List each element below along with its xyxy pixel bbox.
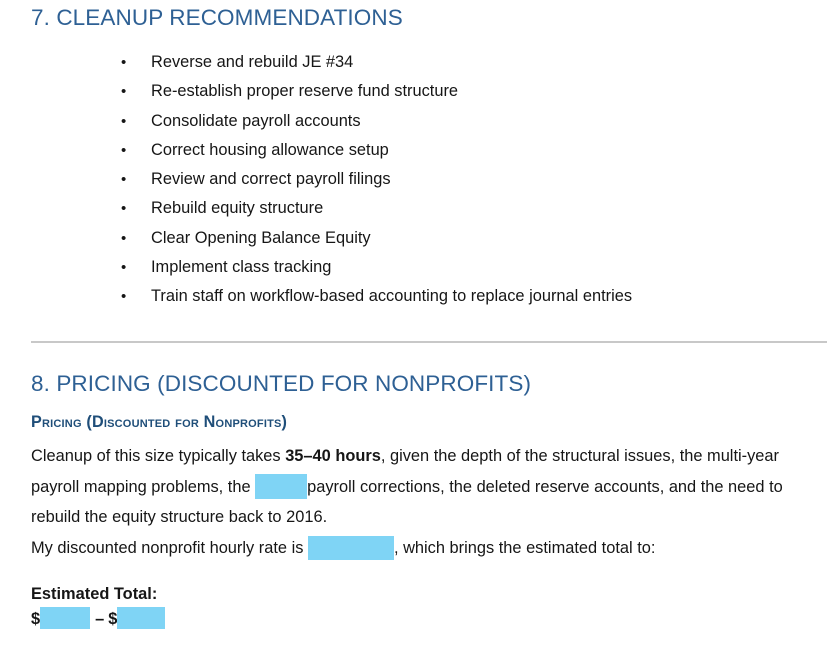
list-item — [0, 77, 632, 106]
cleanup-recommendations-list — [0, 48, 632, 312]
section-divider — [31, 341, 827, 343]
bullet-icon: • — [121, 141, 127, 159]
estimated-total-values — [31, 607, 165, 631]
bullet-icon: • — [121, 200, 127, 218]
bullet-icon: • — [121, 112, 127, 130]
list-item-label: Clear Opening Balance Equity — [151, 228, 371, 247]
hours-estimate-bold: 35–40 hours — [285, 447, 381, 465]
redaction-box-hourly-rate — [308, 536, 394, 560]
pricing-rate-paragraph — [31, 533, 797, 564]
bullet-icon: • — [121, 83, 127, 101]
list-item-label: Implement class tracking — [151, 258, 332, 277]
rate-text-before-redaction: My discounted nonprofit hourly rate is — [31, 539, 308, 557]
rate-text-after-redaction: , which brings the estimated total to: — [393, 539, 656, 557]
estimated-total-label: Estimated Total: — [31, 585, 158, 603]
list-item-label: Rebuild equity structure — [151, 199, 324, 218]
section-8-heading: 8. PRICING (DISCOUNTED FOR NONPROFITS) — [31, 371, 532, 396]
list-item-label: Consolidate payroll accounts — [151, 111, 361, 130]
list-item-label: Train staff on workflow-based accounting to replace journal entries — [151, 287, 633, 306]
list-item — [0, 282, 632, 311]
list-item — [0, 194, 632, 223]
list-item — [0, 224, 632, 253]
bullet-icon: • — [121, 259, 127, 277]
paragraph-text-after-redaction: payroll corrections, the deleted reserve accounts, and the need to rebuild the equity structure back to 2016. — [31, 477, 783, 526]
list-item-label: Correct housing allowance setup — [151, 140, 389, 159]
currency-symbol-high: $ — [108, 610, 118, 628]
paragraph-text-after-bold: , given the depth of the structural issues, the multi-year payroll mapping problems, the — [31, 447, 779, 496]
pricing-subheading: Pricing (Discounted for Nonprofits) — [31, 413, 288, 431]
list-item — [0, 136, 632, 165]
section-7-heading: 7. CLEANUP RECOMMENDATIONS — [31, 5, 403, 30]
bullet-icon: • — [121, 288, 127, 306]
list-item — [0, 253, 632, 282]
list-item — [0, 48, 632, 77]
list-item-label: Reverse and rebuild JE #34 — [151, 53, 354, 71]
pricing-hours-paragraph — [31, 441, 797, 533]
bullet-icon: • — [121, 171, 127, 189]
list-item-label: Review and correct payroll filings — [151, 170, 391, 189]
range-separator: – — [95, 610, 105, 628]
list-item-label: Re-establish proper reserve fund structure — [151, 82, 459, 101]
redaction-box-total-high — [117, 607, 165, 629]
redaction-box-payroll — [255, 474, 307, 499]
bullet-icon: • — [121, 229, 127, 247]
list-item — [0, 107, 632, 136]
bullet-icon: • — [121, 54, 127, 71]
paragraph-text-before-bold: Cleanup of this size typically takes — [31, 447, 286, 465]
list-item — [0, 165, 632, 194]
redaction-box-total-low — [40, 607, 90, 629]
currency-symbol-low: $ — [31, 610, 41, 628]
